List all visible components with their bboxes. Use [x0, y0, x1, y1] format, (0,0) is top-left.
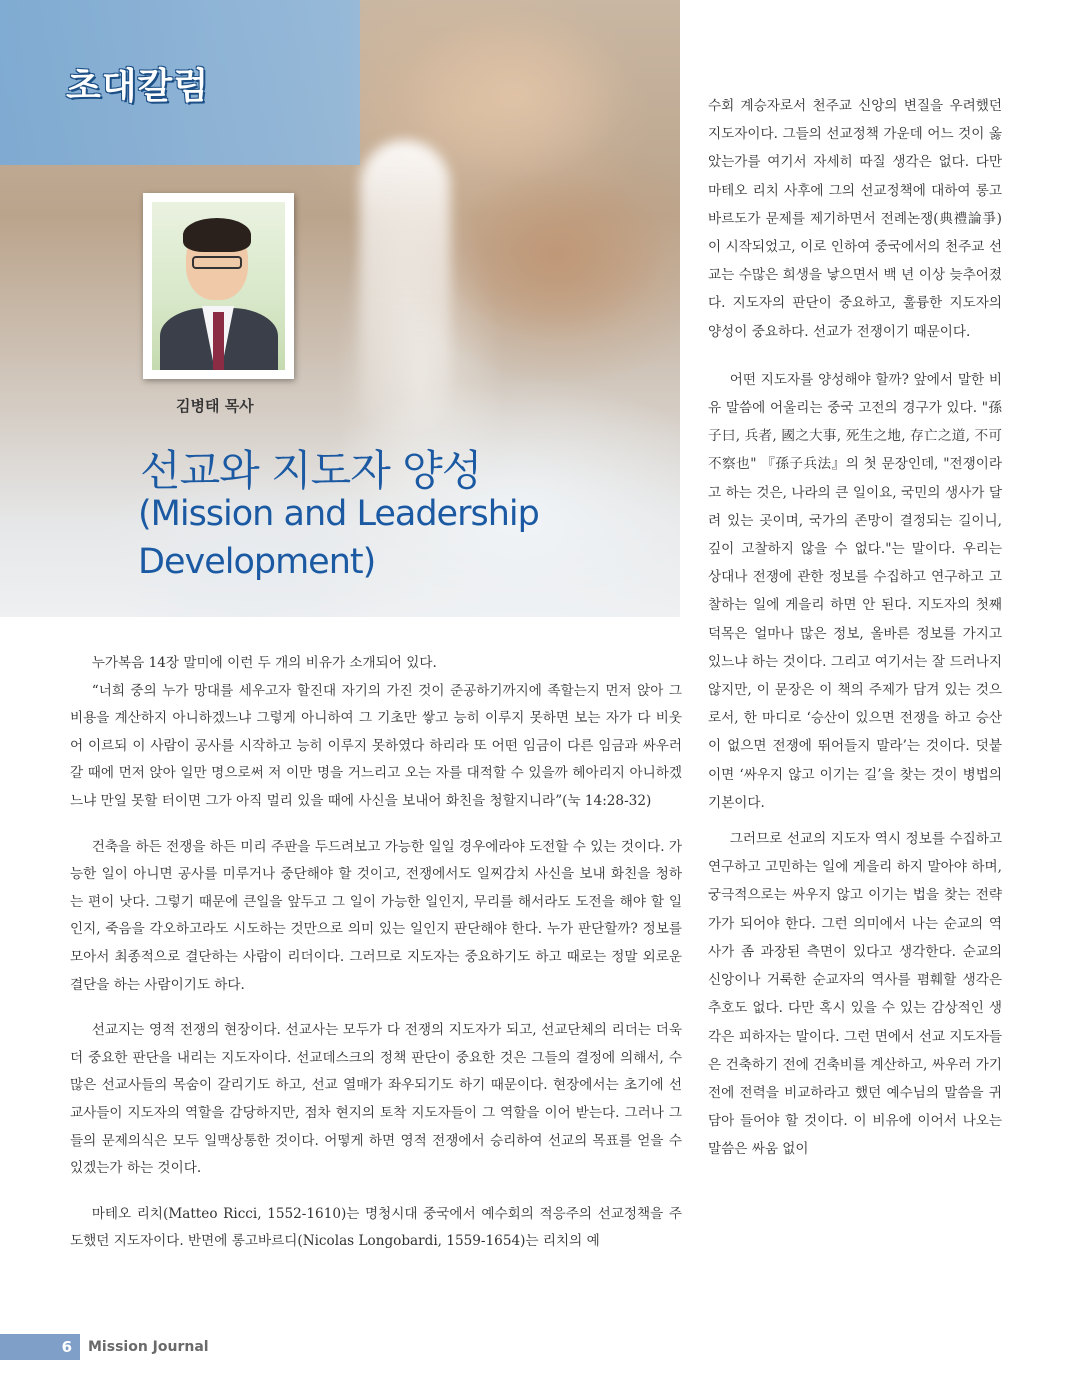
author-name: 김병태 목사	[176, 397, 254, 415]
paragraph: 어떤 지도자를 양성해야 할까? 앞에서 말한 비유 말씀에 어울리는 중국 고전의 경구가 있다. "孫子曰, 兵者, 國之大事, 死生之地, 存亡之道, 不可不察也" 『孫子兵法』의 첫 문장인데, "전쟁이라고 하는 것은, 나라의 큰 일이요, 국민의 생사가 달려 있는 곳이며, 국가의 존망이 결정되는 길이니, 깊이 고찰하지 않을 수 없다."는 말이다. 우리는 상대나 전쟁에 관한 정보를 수집하고 연구하고 고찰하는 일에 게을리 하면 안 된다. 지도자의 첫째 덕목은 얼마나 많은 정보, 올바른 정보를 가지고 있느냐 하는 것이다. 그리고 여기서는 잘 드러나지 않지만, 이 문장은 이 책의 주제가 담겨 있는 것으로서, 한 마디로 ‘승산이 있으면 전쟁을 하고 승산이 없으면 전쟁에 뛰어들지 말라’는 것이다. 덧붙이면 ‘싸우지 않고 이기는 길’을 찾는 것이 병법의 기본이다.	[708, 371, 1002, 811]
hero-image	[0, 0, 680, 617]
right-column	[708, 92, 1002, 1164]
author-photo	[152, 202, 285, 370]
falling-salt-image	[360, 140, 450, 440]
paragraph: 마테오 리치(Matteo Ricci, 1552-1610)는 명청시대 중국에서 예수회의 적응주의 선교정책을 주도했던 지도자이다. 반면에 롱고바르디(Nicolas Longobardi, 1559-1654)는 리치의 예	[70, 1205, 682, 1250]
article-subtitle-line-2: Development)	[138, 542, 376, 582]
journal-name: Mission Journal	[88, 1339, 209, 1355]
left-column	[70, 650, 682, 1256]
paragraph: 건축을 하든 전쟁을 하든 미리 주판을 두드려보고 가능한 일일 경우에라야 도전할 수 있는 것이다. 가능한 일이 아니면 공사를 미루거나 중단해야 할 것이고, 전쟁에서도 일찌감치 사신을 보내 화친을 청하는 편이 낫다. 그렇기 때문에 큰일을 앞두고 그 일이 가능한 일인지, 무리를 해서라도 도전을 해야 할 일인지, 죽음을 각오하고라도 시도하는 것만으로 의미 있는 일인지 판단해야 한다. 누가 판단할까? 정보를 모아서 최종적으로 결단하는 사람이 리더이다. 그러므로 지도자는 중요하기도 하고 때로는 정말 외로운 결단을 하는 사람이기도 하다.	[70, 838, 682, 993]
page-number: 6	[0, 1334, 80, 1360]
article-subtitle-line-1: (Mission and Leadership	[138, 494, 539, 534]
bible-quote: “너희 중의 누가 망대를 세우고자 할진대 자기의 가진 것이 준공하기까지에 족할는지 먼저 앉아 그 비용을 계산하지 아니하겠느냐 그렇게 아니하여 그 기초만 쌓고 능히 이루지 못하면 보는 자가 다 비웃어 이르되 이 사람이 공사를 시작하고 능히 이루지 못하였다 하리라 또 어떤 임금이 다른 임금과 싸우러 갈 때에 먼저 앉아 일만 명으로써 저 이만 명을 거느리고 오는 자를 대적할 수 있을까 헤아리지 아니하겠느냐 만일 못할 터이면 그가 아직 멀리 있을 때에 사신을 보내어 화친을 청할지니라”(눅 14:28-32)	[70, 682, 682, 809]
paragraph: 선교지는 영적 전쟁의 현장이다. 선교사는 모두가 다 전쟁의 지도자가 되고, 선교단체의 리더는 더욱 더 중요한 판단을 내리는 지도자이다. 선교데스크의 정책 판단이 중요한 것은 그들의 결정에 의해서, 수많은 선교사들의 목숨이 갈리기도 하고, 선교 열매가 좌우되기도 하기 때문이다. 현장에서는 초기에 선교사들이 지도자의 역할을 감당하지만, 점차 현지의 토착 지도자들이 그 역할을 이어 받는다. 그러나 그들의 문제의식은 모두 일맥상통한 것이다. 어떻게 하면 영적 전쟁에서 승리하여 선교의 목표를 얻을 수 있겠는가 하는 것이다.	[70, 1022, 682, 1177]
page-footer	[0, 1334, 209, 1360]
section-title: 초대칼럼	[66, 66, 210, 107]
paragraph: 수회 계승자로서 천주교 신앙의 변질을 우려했던 지도자이다. 그들의 선교정책 가운데 어느 것이 옳았는가를 여기서 자세히 따질 생각은 없다. 다만 마테오 리치 사후에 그의 선교정책에 대하여 롱고바르도가 문제를 제기하면서 전례논쟁(典禮論爭)이 시작되었고, 이로 인하여 중국에서의 천주교 선교는 수많은 희생을 낳으면서 백 년 이상 늦추어졌다. 지도자의 판단이 중요하고, 훌륭한 지도자의 양성이 중요하다. 선교가 전쟁이기 때문이다.	[708, 98, 1002, 340]
article-title: 선교와 지도자 양성	[140, 446, 482, 495]
paragraph: 누가복음 14장 말미에 이런 두 개의 비유가 소개되어 있다.	[91, 655, 437, 671]
article-subtitle	[138, 490, 658, 586]
hand-image-lower	[440, 170, 670, 340]
paragraph: 그러므로 선교의 지도자 역시 정보를 수집하고 연구하고 고민하는 일에 게을리 하지 말아야 하며, 궁극적으로는 싸우지 않고 이기는 법을 찾는 전략가가 되어야 한다. 그런 의미에서 나는 순교의 역사가 좀 과장된 측면이 있다고 생각한다. 순교의 신앙이나 거룩한 순교자의 역사를 폄훼할 생각은 추호도 없다. 다만 혹시 있을 수 있는 감상적인 생각은 피하자는 말이다. 그런 면에서 선교 지도자들은 건축하기 전에 건축비를 계산하고, 싸우러 가기 전에 전력을 비교하라고 했던 예수님의 말씀을 귀담아 들어야 할 것이다. 이 비유에 이어서 나오는 말씀은 싸움 없이	[708, 831, 1002, 1158]
author-photo-frame	[143, 193, 294, 379]
